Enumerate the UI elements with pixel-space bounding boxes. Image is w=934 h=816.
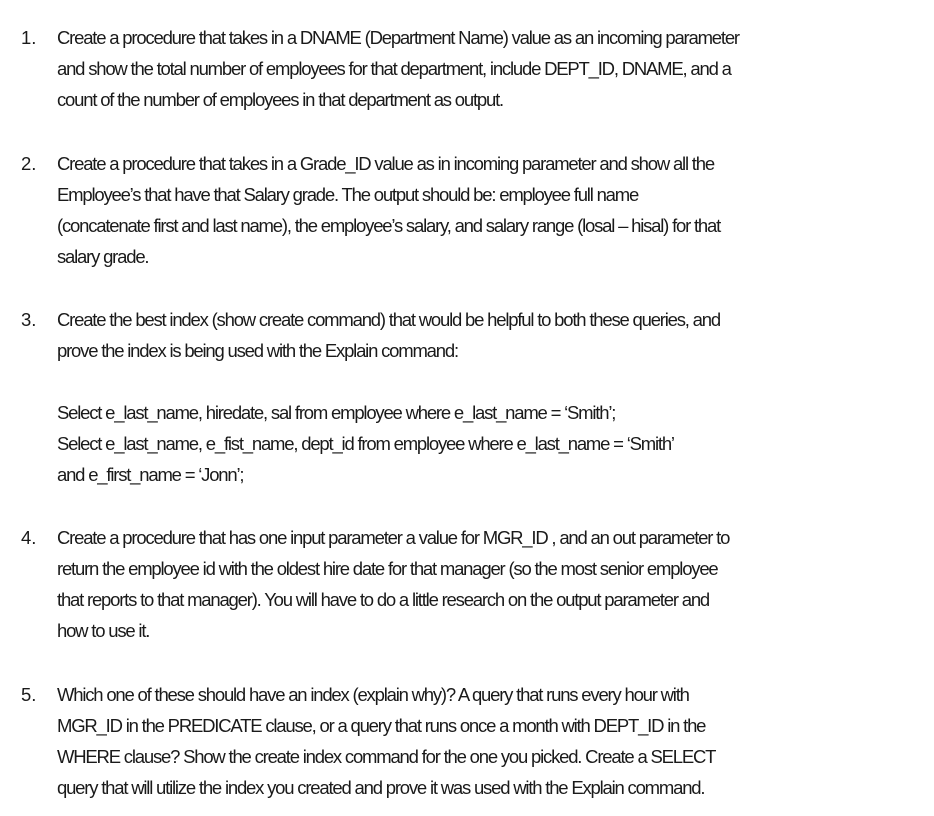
question-line: prove the index is being used with the Explain command: — [57, 340, 458, 361]
question-line: salary grade. — [57, 246, 149, 267]
question-line: query that will utilize the index you created and prove it was used with the Explain command. — [57, 777, 705, 798]
sql-query-line: Select e_last_name, e_fist_name, dept_id from employee where e_last_name = ‘Smith’ — [57, 433, 674, 454]
question-number: 4. — [21, 527, 37, 548]
question-number: 3. — [21, 309, 37, 330]
question-line: Employee’s that have that Salary grade. The output should be: employee full name — [57, 184, 639, 205]
question-text — [57, 522, 932, 646]
question-text — [57, 304, 932, 490]
spacer — [57, 366, 932, 397]
question-number: 2. — [21, 153, 37, 174]
question-line: that reports to that manager). You will have to do a little research on the output parameter and — [57, 589, 709, 610]
question-text — [57, 22, 932, 115]
sql-query-line: Select e_last_name, hiredate, sal from employee where e_last_name = ‘Smith’; — [57, 402, 616, 423]
question-line: Create a procedure that has one input parameter a value for MGR_ID , and an out parameter to — [57, 527, 730, 548]
question-line: Create a procedure that takes in a DNAME (Department Name) value as an incoming parameter — [57, 27, 739, 48]
question-text — [57, 148, 932, 272]
question-line: (concatenate first and last name), the employee’s salary, and salary range (losal – hisal) for that — [57, 215, 721, 236]
question-line: Create the best index (show create command) that would be helpful to both these queries, and — [57, 309, 720, 330]
question-line: Create a procedure that takes in a Grade_ID value as in incoming parameter and show all the — [57, 153, 714, 174]
question-line: MGR_ID in the PREDICATE clause, or a query that runs once a month with DEPT_ID in the — [57, 715, 706, 736]
question-number: 1. — [21, 27, 37, 48]
question-line: how to use it. — [57, 620, 150, 641]
question-number: 5. — [21, 684, 37, 705]
question-text — [57, 679, 932, 803]
question-line: return the employee id with the oldest hire date for that manager (so the most senior employee — [57, 558, 718, 579]
question-line: count of the number of employees in that department as output. — [57, 89, 503, 110]
question-line: WHERE clause? Show the create index command for the one you picked. Create a SELECT — [57, 746, 716, 767]
sql-query-line: and e_first_name = ‘Jonn’; — [57, 464, 244, 485]
question-line: Which one of these should have an index (explain why)? A query that runs every hour with — [57, 684, 689, 705]
question-line: and show the total number of employees for that department, include DEPT_ID, DNAME, and a — [57, 58, 731, 79]
